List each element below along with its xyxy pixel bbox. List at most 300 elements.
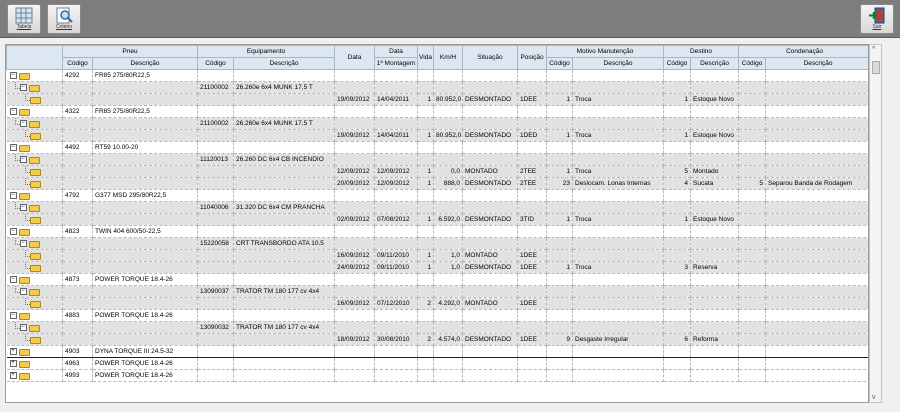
equipamento-descricao-cell: 26.260 DC 6x4 CB INCENDIO <box>234 154 335 166</box>
kmh-cell <box>434 70 463 82</box>
condenacao-descricao-cell <box>766 298 869 310</box>
pneu-codigo-cell: 4823 <box>63 226 93 238</box>
data-cell: 24/09/2012 <box>335 262 375 274</box>
pneu-codigo-cell <box>63 214 93 226</box>
destino-codigo-cell <box>664 142 691 154</box>
equipamento-codigo-cell <box>198 70 234 82</box>
condenacao-descricao-cell <box>766 70 869 82</box>
vida-cell <box>418 346 434 358</box>
data-cell <box>335 322 375 334</box>
motivo-descricao-cell <box>573 310 664 322</box>
vertical-scrollbar[interactable] <box>869 44 882 403</box>
motivo-descricao-cell <box>573 238 664 250</box>
pneu-codigo-cell: 4792 <box>63 190 93 202</box>
motivo-descricao-cell <box>573 70 664 82</box>
tire-history-grid[interactable] <box>5 44 869 403</box>
motivo-codigo-cell: 1 <box>547 130 573 142</box>
equipamento-codigo-cell <box>198 106 234 118</box>
destino-codigo-cell <box>664 298 691 310</box>
condenacao-descricao-cell <box>766 226 869 238</box>
folder-icon <box>30 217 41 224</box>
equipamento-codigo-cell <box>198 190 234 202</box>
pneu-descricao-cell <box>93 166 198 178</box>
tire-row[interactable] <box>7 106 870 118</box>
montagem-header[interactable]: 1ª Montagem <box>375 58 418 70</box>
situacao-header[interactable]: Situação <box>463 46 518 70</box>
situacao-cell <box>463 322 518 334</box>
vida-header[interactable]: Vida <box>418 46 434 70</box>
montagem-cell: 09/11/2010 <box>375 250 418 262</box>
equipamento-descricao-cell: CRT TRANSBORDO ATA 10.5 <box>234 238 335 250</box>
posicao-cell <box>518 310 547 322</box>
situacao-cell <box>463 190 518 202</box>
condenacao-codigo-cell <box>739 238 766 250</box>
destino-codigo-header[interactable]: Código <box>664 58 691 70</box>
equipamento-descricao-cell <box>234 250 335 262</box>
equipment-row[interactable] <box>7 82 870 94</box>
destino-codigo-cell <box>664 118 691 130</box>
collapse-icon[interactable]: − <box>21 204 25 210</box>
folder-icon <box>30 265 41 272</box>
destino-descricao-cell <box>691 226 739 238</box>
equipamento-codigo-cell <box>198 310 234 322</box>
situacao-cell <box>463 310 518 322</box>
tire-row[interactable] <box>7 226 870 238</box>
tire-row[interactable] <box>7 70 870 82</box>
condenacao-codigo-cell <box>739 298 766 310</box>
destino-descricao-header[interactable]: Descrição <box>691 58 739 70</box>
condenacao-codigo-cell <box>739 262 766 274</box>
pneu-codigo-cell <box>63 154 93 166</box>
destino-codigo-cell <box>664 106 691 118</box>
destino-codigo-cell <box>664 70 691 82</box>
motivo-descricao-cell: Desgaste Irregular <box>573 334 664 346</box>
destino-descricao-cell: Reforma <box>691 334 739 346</box>
tire-row[interactable] <box>7 310 870 322</box>
pneu-codigo-cell: 4903 <box>63 346 93 358</box>
destino-codigo-cell <box>664 226 691 238</box>
pneu-codigo-cell <box>63 130 93 142</box>
equipamento-descricao-cell <box>234 214 335 226</box>
pneu-codigo-cell: 4993 <box>63 370 93 382</box>
collapse-icon[interactable]: − <box>21 324 25 330</box>
destino-codigo-cell <box>664 358 691 370</box>
pneu-codigo-cell <box>63 202 93 214</box>
tree-cell <box>7 346 63 358</box>
motivo-descricao-cell <box>573 298 664 310</box>
tree-cell <box>7 310 63 322</box>
posicao-cell: 2TEE <box>518 178 547 190</box>
pneu-descricao-header[interactable]: Descrição <box>93 58 198 70</box>
montagem-cell <box>375 226 418 238</box>
pneu-codigo-header[interactable]: Código <box>63 58 93 70</box>
folder-icon <box>19 193 30 200</box>
posicao-cell <box>518 274 547 286</box>
data-cell <box>335 310 375 322</box>
posicao-cell <box>518 238 547 250</box>
kmh-cell <box>434 274 463 286</box>
pneu-codigo-cell <box>63 82 93 94</box>
equipamento-group-header: Equipamento <box>198 46 335 58</box>
equipamento-codigo-cell: 13090037 <box>198 286 234 298</box>
pneu-codigo-cell: 4492 <box>63 142 93 154</box>
vida-cell <box>418 358 434 370</box>
folder-icon <box>19 145 30 152</box>
movement-row[interactable] <box>7 298 870 310</box>
condenacao-descricao-cell <box>766 94 869 106</box>
motivo-codigo-cell: 23 <box>547 178 573 190</box>
pneu-descricao-cell: POWER TORQUE 18.4-26 <box>93 310 198 322</box>
motivo-codigo-cell <box>547 358 573 370</box>
data-cell: 19/09/2012 <box>335 94 375 106</box>
motivo-codigo-cell <box>547 274 573 286</box>
data-cell <box>335 190 375 202</box>
kmh-cell: 1,0 <box>434 262 463 274</box>
condenacao-descricao-cell <box>766 262 869 274</box>
equipamento-descricao-cell <box>234 298 335 310</box>
condenacao-codigo-cell <box>739 358 766 370</box>
equipamento-descricao-cell: TRATOR TM 180 177 cv 4x4 <box>234 286 335 298</box>
tree-cell <box>7 358 63 370</box>
equipamento-descricao-cell <box>234 142 335 154</box>
posicao-cell <box>518 346 547 358</box>
destino-codigo-cell: 1 <box>664 214 691 226</box>
folder-icon <box>30 337 41 344</box>
montagem-cell <box>375 346 418 358</box>
montagem-cell: 07/12/2010 <box>375 298 418 310</box>
tree-cell <box>7 94 63 106</box>
montagem-cell <box>375 118 418 130</box>
condenacao-codigo-cell <box>739 322 766 334</box>
movement-row[interactable] <box>7 130 870 142</box>
collapse-icon[interactable]: − <box>21 288 25 294</box>
motivo-descricao-cell <box>573 286 664 298</box>
posicao-cell <box>518 154 547 166</box>
equipamento-descricao-cell <box>234 190 335 202</box>
equipamento-descricao-cell <box>234 166 335 178</box>
data-cell <box>335 82 375 94</box>
expand-icon[interactable]: + <box>11 360 15 366</box>
data-cell: 16/09/2012 <box>335 250 375 262</box>
situacao-cell <box>463 202 518 214</box>
posicao-cell: 2TEE <box>518 166 547 178</box>
expand-icon[interactable]: + <box>11 348 15 354</box>
sair-button[interactable] <box>860 4 894 34</box>
situacao-cell <box>463 118 518 130</box>
posicao-cell <box>518 358 547 370</box>
destino-codigo-cell <box>664 154 691 166</box>
movement-row[interactable] <box>7 334 870 346</box>
condenacao-descricao-header[interactable]: Descrição <box>766 58 869 70</box>
folder-icon <box>29 121 40 128</box>
vida-cell: 1 <box>418 166 434 178</box>
vida-cell <box>418 70 434 82</box>
tire-row[interactable] <box>7 274 870 286</box>
pneu-codigo-cell <box>63 118 93 130</box>
vida-cell <box>418 238 434 250</box>
scroll-thumb[interactable] <box>872 61 880 74</box>
destino-descricao-cell: Reserva <box>691 262 739 274</box>
condenacao-descricao-cell <box>766 142 869 154</box>
pneu-descricao-cell: DYNA TORQUE III 24.5-32 <box>93 346 198 358</box>
equipamento-descricao-cell <box>234 106 335 118</box>
movement-row[interactable] <box>7 250 870 262</box>
pneu-group-header: Pneu <box>63 46 198 58</box>
destino-codigo-cell <box>664 238 691 250</box>
destino-descricao-cell: Sucata <box>691 178 739 190</box>
motivo-codigo-cell: 1 <box>547 214 573 226</box>
data-cell: 18/09/2012 <box>335 334 375 346</box>
posicao-cell: 1DEE <box>518 334 547 346</box>
equipamento-codigo-cell <box>198 358 234 370</box>
kmh-cell: 1,0 <box>434 250 463 262</box>
montagem-cell: 30/08/2010 <box>375 334 418 346</box>
scroll-up-icon[interactable]: ^ <box>872 46 876 53</box>
kmh-cell: 4.574,0 <box>434 334 463 346</box>
destino-descricao-cell <box>691 298 739 310</box>
collapse-icon[interactable]: − <box>11 72 15 78</box>
tree-cell <box>7 106 63 118</box>
tree-cell <box>7 298 63 310</box>
motivo-codigo-cell <box>547 370 573 382</box>
tabela-button[interactable] <box>7 4 41 34</box>
motivo-descricao-header[interactable]: Descrição <box>573 58 664 70</box>
posicao-cell <box>518 202 547 214</box>
collapse-icon[interactable]: − <box>21 240 25 246</box>
situacao-cell <box>463 226 518 238</box>
condenacao-codigo-cell <box>739 142 766 154</box>
montagem-cell <box>375 286 418 298</box>
pneu-codigo-cell <box>63 286 93 298</box>
kmh-cell <box>434 370 463 382</box>
motivo-descricao-cell <box>573 118 664 130</box>
motivo-codigo-header[interactable]: Código <box>547 58 573 70</box>
condenacao-codigo-cell <box>739 370 766 382</box>
vida-cell <box>418 142 434 154</box>
pneu-descricao-cell <box>93 250 198 262</box>
posicao-cell <box>518 106 547 118</box>
equipamento-codigo-cell <box>198 214 234 226</box>
tire-row[interactable] <box>7 358 870 370</box>
condenacao-codigo-cell <box>739 166 766 178</box>
pneu-codigo-cell <box>63 94 93 106</box>
kmh-cell <box>434 310 463 322</box>
montagem-cell <box>375 70 418 82</box>
collapse-icon[interactable]: − <box>11 108 15 114</box>
collapse-icon[interactable]: − <box>11 228 15 234</box>
equipment-row[interactable] <box>7 286 870 298</box>
condenacao-codigo-cell <box>739 334 766 346</box>
collapse-icon[interactable]: − <box>11 192 15 198</box>
vida-cell: 1 <box>418 214 434 226</box>
exit-door-icon <box>868 7 886 24</box>
equipamento-descricao-header[interactable]: Descrição <box>234 58 335 70</box>
data-cell <box>335 370 375 382</box>
movement-row[interactable] <box>7 262 870 274</box>
data-cell <box>335 346 375 358</box>
data-cell: 20/09/2012 <box>335 178 375 190</box>
destino-codigo-cell <box>664 250 691 262</box>
data-cell <box>335 226 375 238</box>
pneu-descricao-cell: POWER TORQUE 18.4-26 <box>93 370 198 382</box>
equipamento-descricao-cell <box>234 130 335 142</box>
pneu-codigo-cell <box>63 334 93 346</box>
situacao-cell <box>463 238 518 250</box>
folder-icon <box>30 181 41 188</box>
tire-row[interactable] <box>7 142 870 154</box>
equipamento-codigo-cell: 11040006 <box>198 202 234 214</box>
destino-codigo-cell: 3 <box>664 262 691 274</box>
movement-row[interactable] <box>7 214 870 226</box>
situacao-cell: DESMONTADO <box>463 130 518 142</box>
motivo-descricao-cell <box>573 106 664 118</box>
equipamento-codigo-cell <box>198 166 234 178</box>
collapse-icon[interactable]: − <box>11 144 15 150</box>
montagem-cell <box>375 202 418 214</box>
motivo-descricao-cell <box>573 142 664 154</box>
condenacao-codigo-cell <box>739 346 766 358</box>
movement-row[interactable] <box>7 166 870 178</box>
expand-icon[interactable]: + <box>11 372 15 378</box>
tree-cell <box>7 238 63 250</box>
folder-icon <box>19 373 30 380</box>
data-cell: 16/09/2012 <box>335 298 375 310</box>
pneu-descricao-cell <box>93 262 198 274</box>
montagem-cell <box>375 82 418 94</box>
motivo-codigo-cell: 1 <box>547 262 573 274</box>
scroll-down-icon[interactable]: v <box>872 394 876 401</box>
kmh-cell <box>434 190 463 202</box>
movement-row[interactable] <box>7 94 870 106</box>
equipamento-descricao-cell: 26.260e 6x4 MUNK 17,5 T <box>234 118 335 130</box>
pneu-codigo-cell <box>63 298 93 310</box>
motivo-descricao-cell <box>573 322 664 334</box>
posicao-header[interactable]: Posição <box>518 46 547 70</box>
equipamento-codigo-header[interactable]: Código <box>198 58 234 70</box>
vida-cell: 2 <box>418 334 434 346</box>
pneu-codigo-cell: 4883 <box>63 310 93 322</box>
equipment-row[interactable] <box>7 322 870 334</box>
situacao-cell: DESMONTADO <box>463 262 518 274</box>
movement-row[interactable] <box>7 178 870 190</box>
motivo-codigo-cell <box>547 250 573 262</box>
condenacao-descricao-cell <box>766 346 869 358</box>
pneu-descricao-cell: FR85 275/80R22,5 <box>93 70 198 82</box>
equipamento-codigo-cell <box>198 94 234 106</box>
collapse-icon[interactable]: − <box>11 312 15 318</box>
collapse-icon[interactable]: − <box>21 120 25 126</box>
condenacao-codigo-header[interactable]: Código <box>739 58 766 70</box>
condenacao-descricao-cell <box>766 274 869 286</box>
kmh-header[interactable]: Km/H <box>434 46 463 70</box>
destino-codigo-cell <box>664 346 691 358</box>
motivo-codigo-cell <box>547 118 573 130</box>
tire-row[interactable] <box>7 370 870 382</box>
montagem-cell <box>375 358 418 370</box>
equipamento-codigo-cell <box>198 130 234 142</box>
tire-row[interactable] <box>7 346 870 358</box>
collapse-icon[interactable]: − <box>21 156 25 162</box>
folder-icon <box>29 289 40 296</box>
motivo-codigo-cell <box>547 310 573 322</box>
montagem-cell <box>375 322 418 334</box>
destino-codigo-cell <box>664 82 691 94</box>
equipment-row[interactable] <box>7 118 870 130</box>
situacao-cell: DESMONTADO <box>463 334 518 346</box>
motivo-codigo-cell <box>547 202 573 214</box>
data-cell <box>335 118 375 130</box>
tree-cell <box>7 130 63 142</box>
vida-cell <box>418 82 434 94</box>
vida-cell: 1 <box>418 94 434 106</box>
condenacao-descricao-cell <box>766 358 869 370</box>
destino-descricao-cell <box>691 118 739 130</box>
kmh-cell <box>434 322 463 334</box>
tree-cell <box>7 70 63 82</box>
montagem-cell <box>375 370 418 382</box>
vida-cell <box>418 322 434 334</box>
montagem-cell: 12/09/2012 <box>375 178 418 190</box>
destino-codigo-cell <box>664 310 691 322</box>
collapse-icon[interactable]: − <box>11 276 15 282</box>
criterio-button[interactable] <box>47 4 81 34</box>
equipment-row[interactable] <box>7 154 870 166</box>
motivo-descricao-cell: Troca <box>573 94 664 106</box>
motivo-descricao-cell <box>573 274 664 286</box>
data-header[interactable]: Data <box>335 46 375 70</box>
equipamento-codigo-cell <box>198 298 234 310</box>
vida-cell <box>418 286 434 298</box>
equipamento-descricao-cell <box>234 262 335 274</box>
pneu-descricao-cell <box>93 82 198 94</box>
tree-cell <box>7 202 63 214</box>
situacao-cell <box>463 70 518 82</box>
toolbar <box>0 0 900 38</box>
motivo-descricao-cell <box>573 346 664 358</box>
condenacao-descricao-cell <box>766 130 869 142</box>
equipment-row[interactable] <box>7 202 870 214</box>
data-cell <box>335 142 375 154</box>
destino-descricao-cell <box>691 274 739 286</box>
condenacao-codigo-cell <box>739 250 766 262</box>
vida-cell <box>418 202 434 214</box>
situacao-cell <box>463 358 518 370</box>
motivo-codigo-cell <box>547 154 573 166</box>
destino-codigo-cell <box>664 274 691 286</box>
collapse-icon[interactable]: − <box>21 84 25 90</box>
equipamento-codigo-cell <box>198 142 234 154</box>
pneu-descricao-cell: TWIN 404 600/50-22,5 <box>93 226 198 238</box>
condenacao-descricao-cell <box>766 106 869 118</box>
data-cell <box>335 286 375 298</box>
equipment-row[interactable] <box>7 238 870 250</box>
pneu-codigo-cell <box>63 238 93 250</box>
destino-descricao-cell <box>691 322 739 334</box>
data-cell <box>335 358 375 370</box>
folder-icon <box>19 277 30 284</box>
tree-column-header <box>7 46 63 70</box>
kmh-cell <box>434 82 463 94</box>
condenacao-descricao-cell <box>766 250 869 262</box>
destino-descricao-cell <box>691 310 739 322</box>
tire-row[interactable] <box>7 190 870 202</box>
data-cell <box>335 202 375 214</box>
pneu-descricao-cell <box>93 322 198 334</box>
motivo-codigo-cell <box>547 238 573 250</box>
destino-descricao-cell: Estoque Novo <box>691 94 739 106</box>
montagem-cell <box>375 142 418 154</box>
folder-icon <box>29 157 40 164</box>
